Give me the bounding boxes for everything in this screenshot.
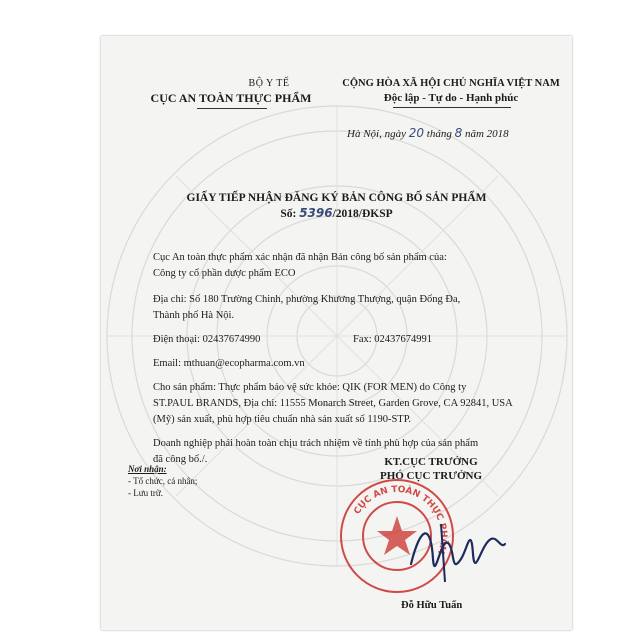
date-month-word: tháng	[426, 128, 452, 140]
address-line-1: Địa chỉ: Số 180 Trường Chinh, phường Khương Thượng, quận Đống Đa,	[153, 294, 461, 305]
signatory-subtitle: PHÓ CỤC TRƯỞNG	[379, 470, 483, 482]
date-month: 8	[454, 126, 463, 140]
ministry-name: BỘ Y TẾ	[248, 78, 290, 89]
number-prefix: Số:	[280, 208, 297, 220]
phone-number: Điện thoại: 02437674990	[153, 334, 261, 345]
responsibility-line-2: đã công bố./.	[153, 454, 208, 465]
handwritten-signature	[401, 504, 511, 594]
recipient-item: - Tổ chức, cá nhân;	[128, 476, 198, 486]
company-name: Công ty cổ phần dược phẩm ECO	[153, 268, 296, 279]
responsibility-line-1: Doanh nghiệp phải hoàn toàn chịu trách nhiệm về tính phù hợp của sản phẩm	[153, 438, 479, 449]
number-handwritten: 5396	[299, 206, 333, 220]
address-line-2: Thành phố Hà Nội.	[153, 310, 235, 321]
date-prefix: Hà Nội, ngày	[347, 128, 406, 140]
department-name: CỤC AN TOÀN THỰC PHẨM	[150, 91, 312, 105]
date-day: 20	[408, 126, 425, 140]
date-year: năm 2018	[464, 128, 509, 140]
issue-date	[347, 126, 509, 140]
product-line-2: ST.PAUL BRANDS, Địa chỉ: 11555 Monarch Street, Garden Grove, CA 92841, USA	[153, 398, 513, 409]
recipient-item: - Lưu trữ.	[128, 488, 163, 498]
document-number	[121, 206, 552, 220]
fax-number: Fax: 02437674991	[353, 334, 433, 345]
republic-header: CỘNG HÒA XÃ HỘI CHỦ NGHĨA VIỆT NAM	[342, 78, 560, 89]
product-line-3: (Mỹ) sản xuất, phù hợp tiêu chuẩn nhà sản xuất số 1190-STP.	[153, 414, 412, 425]
product-line-1: Cho sản phẩm: Thực phẩm bảo vệ sức khỏe: QIK (FOR MEN) do Công ty	[153, 382, 467, 393]
email-address: Email: mthuan@ecopharma.com.vn	[153, 358, 305, 369]
signatory-name: Đỗ Hữu Tuấn	[401, 600, 463, 611]
divider	[393, 107, 511, 108]
document-page	[101, 36, 572, 630]
document-title: GIẤY TIẾP NHẬN ĐĂNG KÝ BẢN CÔNG BỐ SẢN PHẨM	[186, 192, 487, 204]
intro-text: Cục An toàn thực phẩm xác nhận đã nhận Bản công bố sản phẩm của:	[153, 252, 447, 263]
signatory-title: KT.CỤC TRƯỞNG	[384, 456, 478, 468]
recipients-title: Nơi nhận:	[128, 464, 167, 474]
number-suffix: /2018/ĐKSP	[332, 208, 393, 220]
divider	[197, 108, 267, 109]
seal-text: CỤC AN TOÀN THỰC PHẨM	[352, 484, 449, 556]
national-motto: Độc lập - Tự do - Hạnh phúc	[383, 92, 519, 104]
